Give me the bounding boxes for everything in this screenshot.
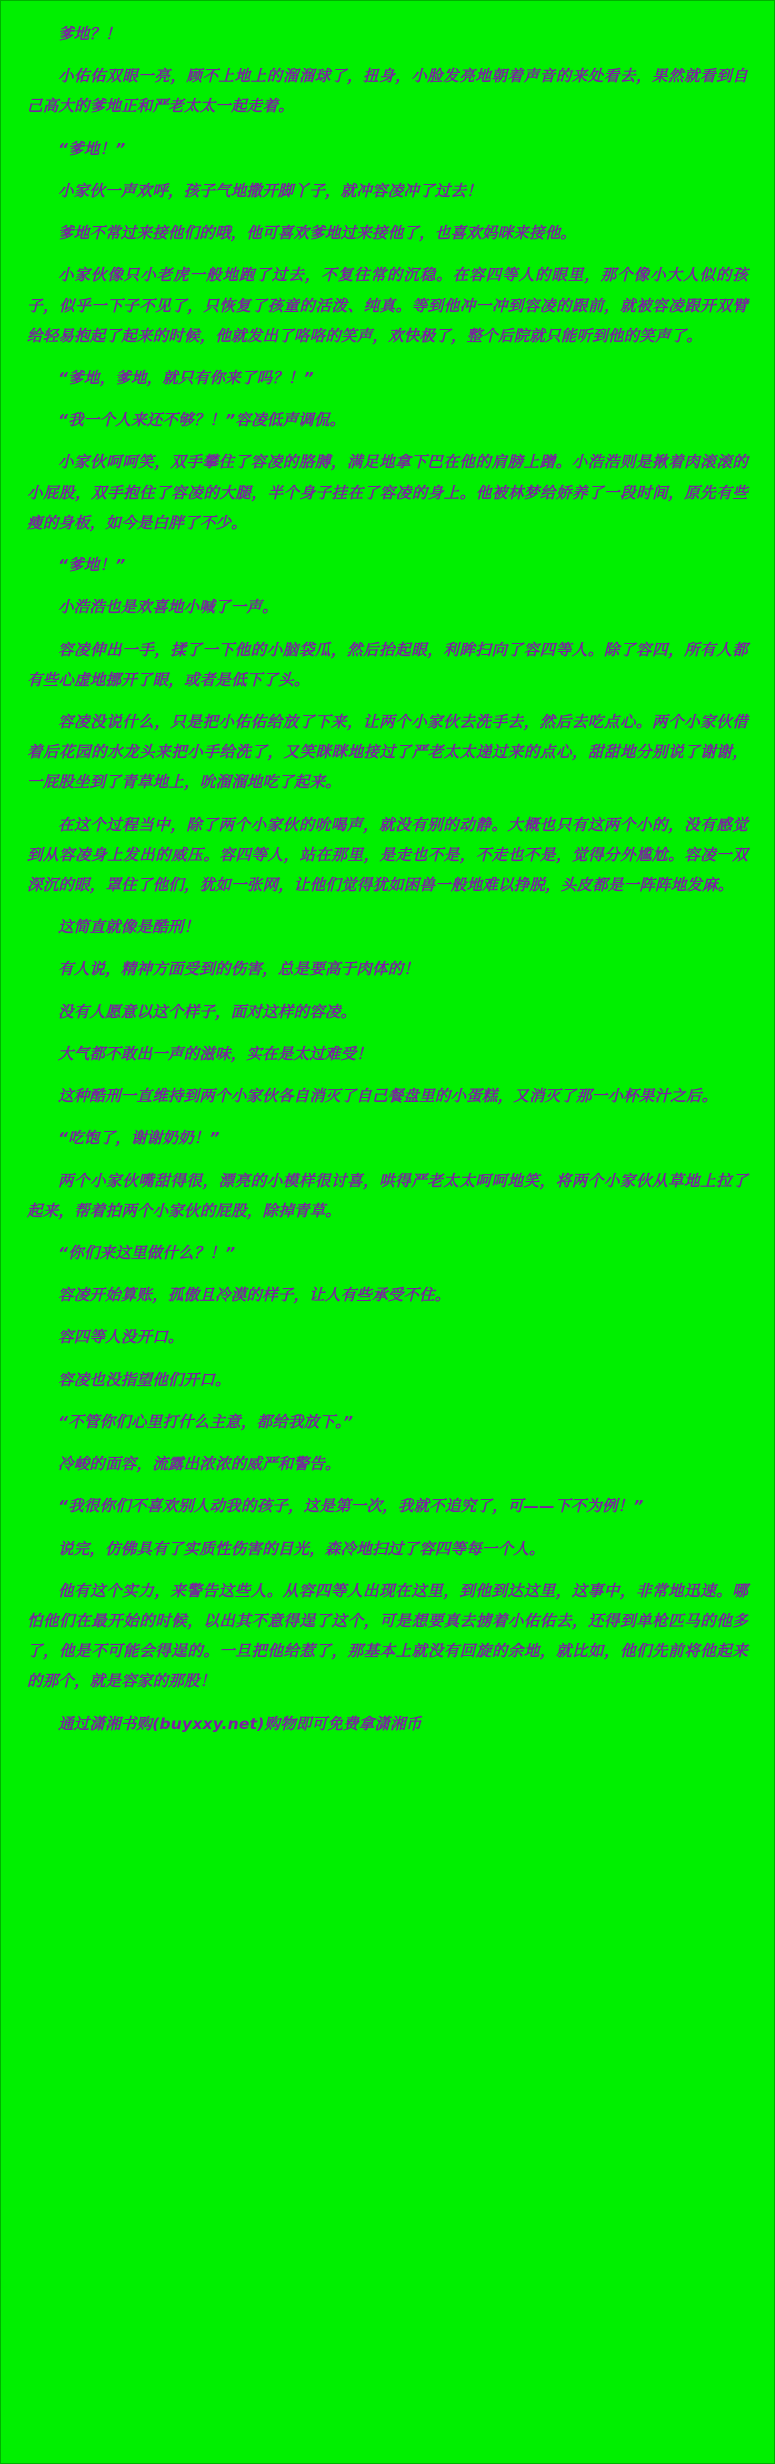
- paragraph: 没有人愿意以这个样子，面对这样的容凌。: [58, 1002, 357, 1021]
- paragraph: 这种酷刑一直维持到两个小家伙各自消灭了自己餐盘里的小蛋糕，又消灭了那一小杯果汁之后。: [58, 1087, 718, 1106]
- paragraph: 容凌没说什么，只是把小佑佑给放了下来，让两个小家伙去洗手去，然后去吃点心。两个小家伙借着后花园的水龙头来把小手给洗了，又笑眯眯地接过了严老太太递过来的点心，甜甜地分别说了谢谢，一屁股坐到了青草地上，吮溜溜地吃了起来。: [27, 712, 748, 792]
- paragraph: 小家伙像只小老虎一般地跑了过去，不复往常的沉稳。在容四等人的眼里，那个像小大人似的孩子，似乎一下子不见了，只恢复了孩童的活泼、纯真。等到他冲一冲到容凌的跟前，就被容凌跟开双臂给轻易抱起了起来的时候，他就发出了咯咯的笑声，欢快极了，整个后院就只能听到他的笑声了。: [27, 266, 748, 345]
- paragraph: 爹地？！: [58, 25, 121, 43]
- paragraph: “我一个人来还不够？！”容凌低声调侃。: [58, 411, 346, 430]
- paragraph: 在这个过程当中，除了两个小家伙的吮喝声，就没有别的动静。大概也只有这两个小的，没有感觉到从容凌身上发出的威压。容四等人，站在那里，是走也不是，不走也不是，觉得分外尴尬。容凌一双深沉的眼，罩住了他们，犹如一张网，让他们觉得犹如困兽一般地难以挣脱，头皮都是一阵阵地发麻。: [27, 815, 748, 895]
- paragraph: “不管你们心里打什么主意，都给我放下。”: [58, 1412, 354, 1431]
- paragraph: 小家伙一声欢呼，孩子气地撒开脚丫子，就冲容凌冲了过去！: [58, 181, 482, 200]
- paragraph: 这简直就像是酷刑！: [58, 918, 200, 937]
- paragraph: 大气都不敢出一声的滋味，实在是太过难受！: [58, 1044, 373, 1063]
- paragraph-list: [27, 19, 748, 1739]
- paragraph: 容凌伸出一手，揉了一下他的小脑袋瓜，然后抬起眼，利眸扫向了容四等人。除了容四，所有人都有些心虚地挪开了眼，或者是低下了头。: [27, 640, 748, 689]
- paragraph: “你们来这里做什么？！”: [58, 1244, 236, 1262]
- paragraph: “吃饱了，谢谢奶奶！”: [58, 1129, 220, 1148]
- paragraph: “爹地，爹地，就只有你来了吗？！”: [58, 368, 314, 387]
- paragraph: “爹地！”: [58, 139, 126, 158]
- paragraph: “爹地！”: [58, 556, 126, 575]
- paragraph: 容四等人没开口。: [58, 1328, 184, 1347]
- paragraph: 容凌开始算账，孤傲且冷漠的样子，让人有些承受不住。: [58, 1286, 451, 1305]
- paragraph: 小佑佑双眼一亮，顾不上地上的溜溜球了，扭身，小脸发亮地朝着声音的来处看去，果然就看到自己高大的爹地正和严老太太一起走着。: [27, 67, 748, 116]
- paragraph: 有人说，精神方面受到的伤害，总是要高于肉体的！: [58, 960, 420, 979]
- paragraph: 他有这个实力，来警告这些人。从容四等人出现在这里，到他到达这里，这事中，非常地迅速。哪怕他们在最开始的时候，以出其不意得逞了这个，可是想要真去掳着小佑佑去，还得到单枪匹马的他多了，他是不可能会得逞的。一旦把他给惹了，那基本上就没有回旋的余地，就比如，他们先前将他起来的那个，就是容家的那股！: [27, 1581, 748, 1691]
- paragraph: 通过潇湘书购(buyxxy.net)购物即可免费拿潇湘币: [58, 1714, 422, 1733]
- paragraph: 小浩浩也是欢喜地小喊了一声。: [58, 598, 278, 617]
- paragraph: 两个小家伙嘴甜得很，漂亮的小模样很讨喜，哄得严老太太呵呵地笑，将两个小家伙从草地上拉了起来，帮着拍两个小家伙的屁股，除掉青草。: [27, 1171, 748, 1220]
- paragraph: 小家伙呵呵笑，双手攀住了容凌的胳膊，满足地拿下巴在他的肩膀上蹭。小浩浩则是揪着肉滚滚的小屁股，双手抱住了容凌的大腿，半个身子挂在了容凌的身上。他被林梦给娇养了一段时间，原先有些瘦的身板，如今是白胖了不少。: [27, 453, 748, 532]
- paragraph: 容凌也没指望他们开口。: [58, 1370, 231, 1389]
- paragraph: 冷峻的面容，流露出浓浓的威严和警告。: [58, 1455, 341, 1474]
- paragraph: 爹地不常过来接他们的哦，他可喜欢爹地过来接他了，也喜欢妈咪来接他。: [58, 224, 577, 243]
- paragraph: 说完，仿佛具有了实质性伤害的目光，森冷地扫过了容四等每一个人。: [58, 1539, 545, 1558]
- paragraph: “我很你们不喜欢别人动我的孩子，这是第一次，我就不追究了，可——下不为例！”: [58, 1497, 644, 1516]
